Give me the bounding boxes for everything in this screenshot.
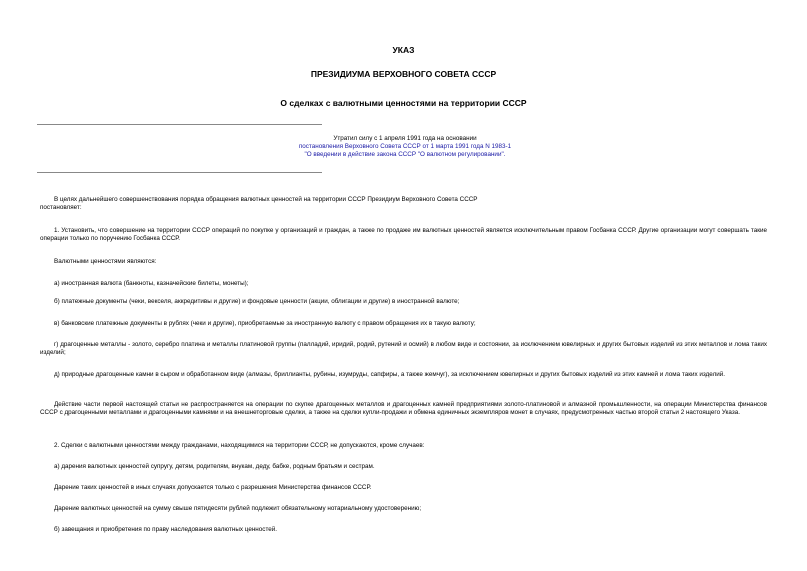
repeal-note-line: Утратил силу с 1 апреля 1991 года на основании [333,135,477,142]
article-2: 2. Сделки с валютными ценностями между гражданами, находящимися на территории СССР, не допускаются, кроме случаев: [54,442,425,449]
preamble-resolves: постановляет: [40,204,82,211]
decree-title: УКАЗ [392,45,415,55]
article-1-exception: Действие части первой настоящей статьи не распространяется на операции по скупке драгоценных металлов и драгоценных камней предприятиями золото-платиновой и алмазной промышленности, на операции Министерства финансов СССР с драгоценными металлами и драгоценными камнями и на внешнеторговые сделки, а также на сделки купли-продажи и обмена единичных экземпляров монет в случаях, предусмотренных частью второй статьи 2 настоящего Указа. [40,401,767,417]
issuing-body: ПРЕЗИДИУМА ВЕРХОВНОГО СОВЕТА СССР [310,69,497,79]
decree-subject: О сделках с валютными ценностями на территории СССР [280,98,527,108]
repeal-resolution-link[interactable]: постановления Верховного Совета СССР от 1 марта 1991 года N 1983-1 [298,143,512,150]
repeal-note [180,135,630,159]
item-d: д) природные драгоценные камни в сыром и обработанном виде (алмазы, бриллианты, рубины, изумруды, сапфиры, а также жемчуг), за исключением ювелирных и других бытовых изделий из этих камней и лома таких изделий. [54,371,726,378]
item-b: б) платежные документы (чеки, векселя, аккредитивы и другие) и фондовые ценности (акции, облигации и другие) в иностранной валюте; [54,298,460,305]
top-divider [37,124,322,125]
article-2-item-a: а) дарения валютных ценностей супругу, детям, родителям, внукам, деду, бабке, родным братьям и сестрам. [54,463,375,470]
article-1: 1. Установить, что совершение на территории СССР операций по покупке у организаций и граждан, а также по продаже им валютных ценностей является исключительным правом Госбанка СССР. Другие организации могут совершать такие операции только по поручению Госбанка СССР. [40,227,767,243]
article-2-gift-permission: Дарение таких ценностей в иных случаях допускается только с разрешения Министерства финансов СССР. [54,484,372,491]
valuables-intro: Валютными ценностями являются: [54,258,157,265]
item-v: в) банковские платежные документы в рублях (чеки и другие), приобретаемые за иностранную валюту с правом обращения их в такую валюту; [54,320,476,327]
preamble: В целях дальнейшего совершенствования порядка обращения валютных ценностей на территории СССР Президиум Верховного Совета СССР [54,196,478,203]
item-a: а) иностранная валюта (банкноты, казначейские билеты, монеты); [54,280,249,287]
bottom-divider [37,172,322,173]
article-2-gift-notary: Дарение валютных ценностей на сумму свыше пятидесяти рублей подлежит обязательному нотариальному удостоверению; [54,505,422,512]
article-2-item-b: б) завещания и приобретения по праву наследования валютных ценностей. [54,526,278,533]
item-g: г) драгоценные металлы - золото, серебро платина и металлы платиновой группы (палладий, иридий, родий, рутений и осмий) в любом виде и состоянии, за исключением ювелирных и других бытовых изделий из этих металлов и лома таких изделий; [40,341,767,357]
repeal-law-link[interactable]: "О введении в действие закона СССР "О валютном регулировании". [304,151,506,158]
